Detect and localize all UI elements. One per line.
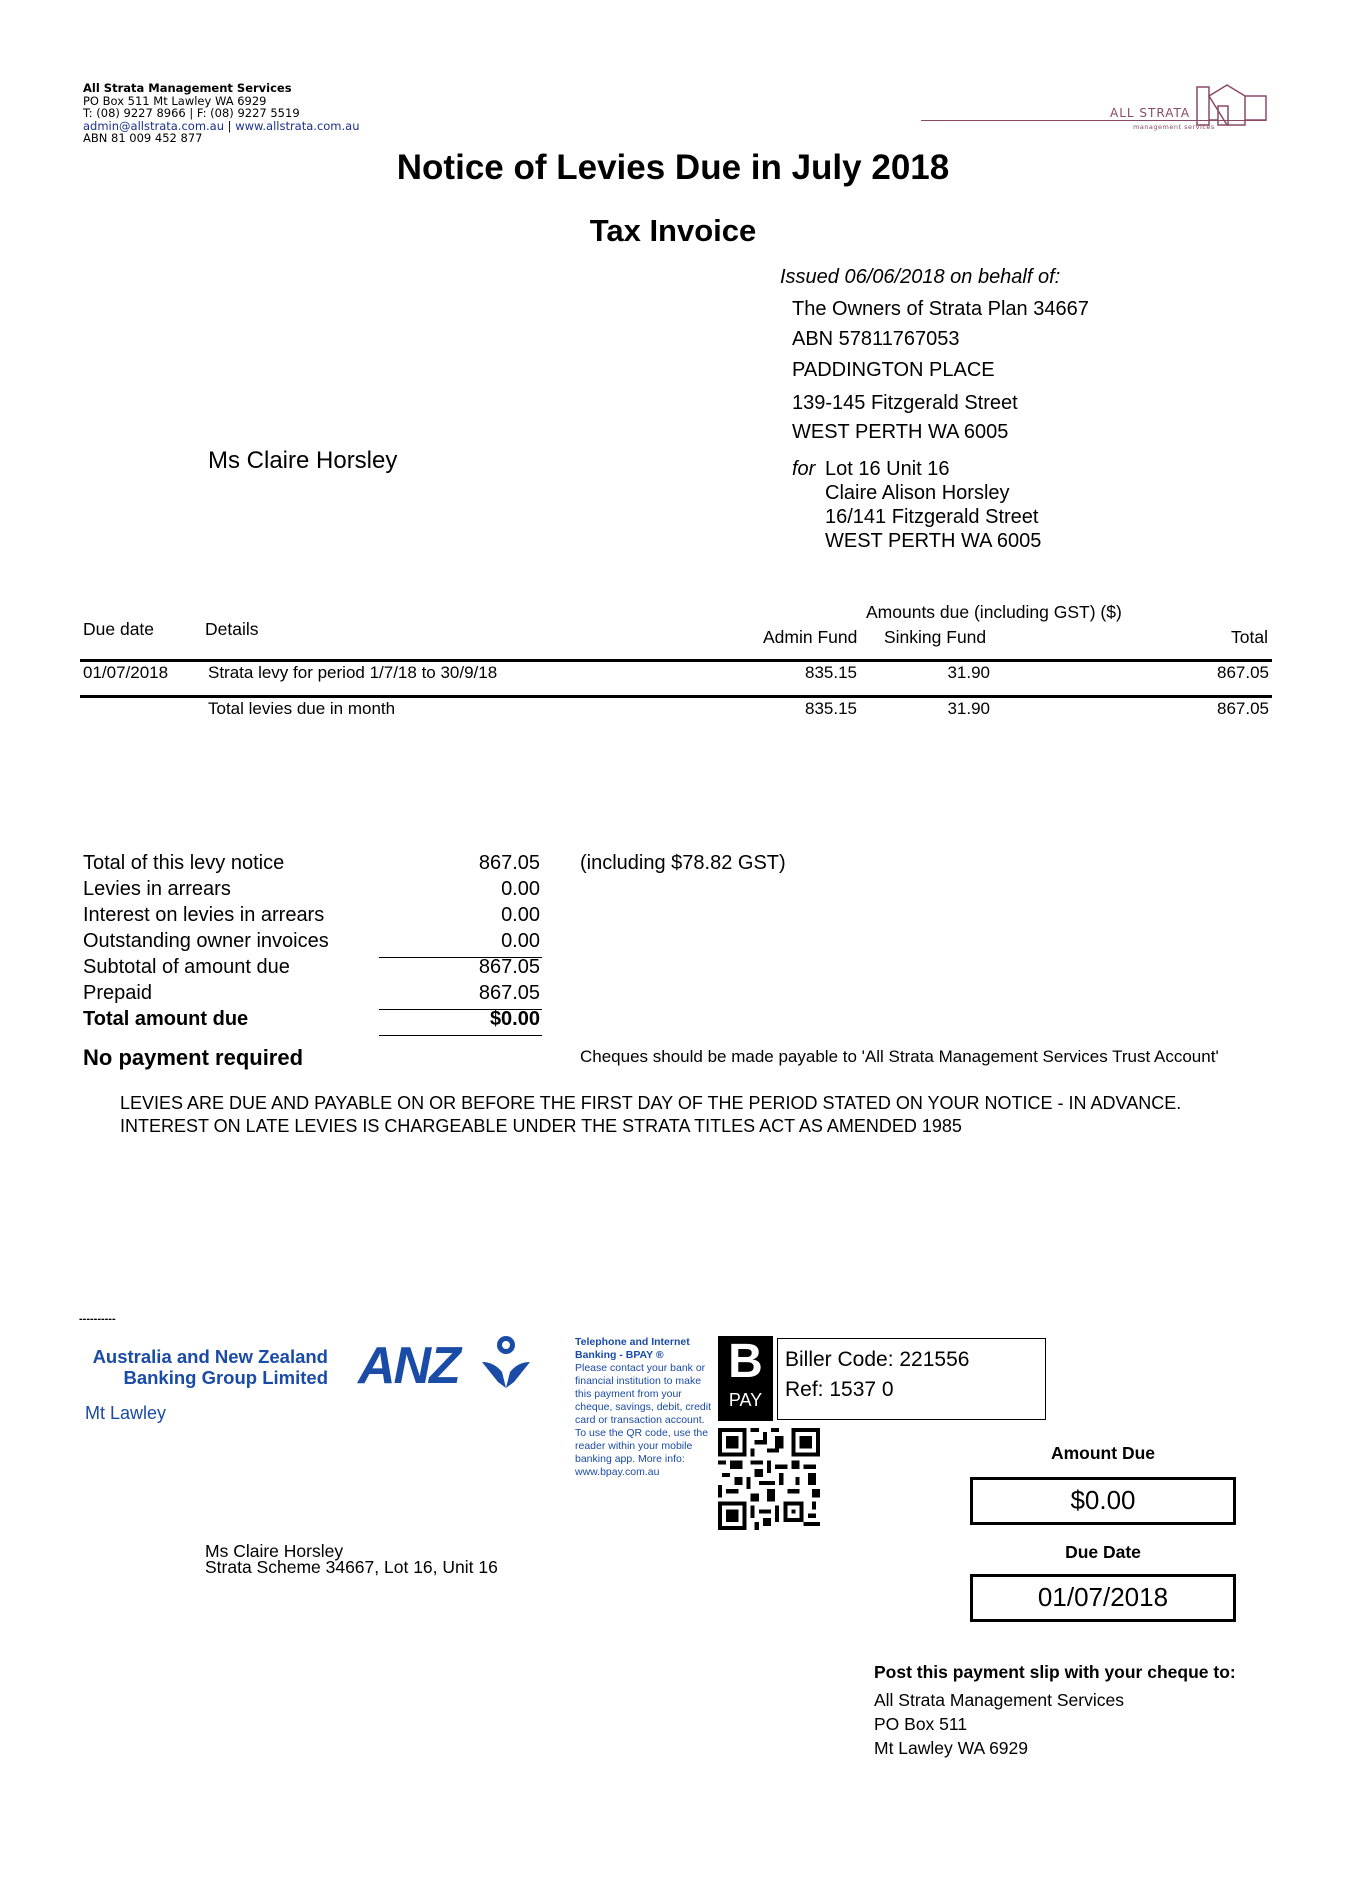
totals-label: Total levies due in month <box>208 699 396 718</box>
post-line-1: All Strata Management Services <box>874 1690 1124 1710</box>
sender-phone-fax: T: (08) 9227 8966 | F: (08) 9227 5519 <box>83 106 300 120</box>
document-subtitle: Tax Invoice <box>589 213 757 248</box>
lot-owner-name: Claire Alison Horsley <box>825 482 1010 504</box>
totals-total: 867.05 <box>1217 699 1269 718</box>
payer-name: Ms Claire Horsley <box>205 1541 344 1561</box>
bpay-qr-code-icon[interactable] <box>718 1428 820 1530</box>
summary-value-prepaid: 867.05 <box>478 982 540 1004</box>
logo-text: ALL STRATA <box>1110 106 1191 120</box>
amounts-group-header: Amounts due (including GST) ($) <box>866 602 1122 622</box>
lot-suburb: WEST PERTH WA 6005 <box>825 530 1042 552</box>
row-details: Strata levy for period 1/7/18 to 30/9/18 <box>208 663 498 682</box>
summary-value-subtotal: 867.05 <box>478 956 540 978</box>
bpay-instructions <box>575 1336 715 1479</box>
summary-value-total-due: $0.00 <box>489 1008 540 1030</box>
header-details: Details <box>205 619 259 639</box>
no-payment-required: No payment required <box>83 1045 304 1070</box>
cut-line: ---------- <box>79 1313 116 1325</box>
bank-branch: Mt Lawley <box>85 1403 167 1423</box>
summary-value-arrears: 0.00 <box>501 878 540 900</box>
summary-label-total-due: Total amount due <box>83 1008 249 1030</box>
sender-abn: ABN 81 009 452 877 <box>83 131 203 145</box>
total-bottom-rule <box>379 1035 542 1036</box>
row-due-date: 01/07/2018 <box>83 663 169 682</box>
owners-building: PADDINGTON PLACE <box>792 359 995 381</box>
totals-admin: 835.15 <box>805 699 857 718</box>
for-label: for <box>792 458 816 480</box>
summary-label-arrears: Levies in arrears <box>83 878 231 900</box>
anz-logo-text: ANZ <box>358 1337 459 1395</box>
post-heading: Post this payment slip with your cheque to: <box>874 1662 1236 1682</box>
table-header-rule <box>80 659 1272 662</box>
sender-website-link[interactable]: www.allstrata.com.au <box>235 118 360 133</box>
biller-code: Biller Code: 221556 <box>785 1348 970 1371</box>
header-total: Total <box>1231 627 1268 647</box>
row-total: 867.05 <box>1217 663 1269 682</box>
lot-street: 16/141 Fitzgerald Street <box>825 506 1039 528</box>
sender-email-link[interactable]: admin@allstrata.com.au <box>83 118 225 133</box>
sender-address: PO Box 511 Mt Lawley WA 6929 <box>83 93 267 108</box>
document-title: Notice of Levies Due in July 2018 <box>396 148 950 187</box>
summary-label-outstanding: Outstanding owner invoices <box>83 930 329 952</box>
biller-ref: Ref: 1537 0 <box>785 1378 894 1401</box>
bpay-logo-b: B <box>728 1335 763 1388</box>
owners-suburb: WEST PERTH WA 6005 <box>792 421 1009 443</box>
totals-sinking: 31.90 <box>947 699 990 718</box>
bank-name-line-1: Australia and New Zealand <box>92 1346 328 1367</box>
amount-due-box: $0.00 <box>970 1477 1236 1525</box>
payer-scheme: Strata Scheme 34667, Lot 16, Unit 16 <box>205 1557 498 1577</box>
table-total-rule <box>80 695 1272 698</box>
row-sinking: 31.90 <box>947 663 990 682</box>
summary-label-prepaid: Prepaid <box>83 982 152 1004</box>
sender-name: All Strata Management Services <box>83 81 292 95</box>
sender-separator: | <box>224 118 236 133</box>
owners-abn: ABN 57811767053 <box>792 328 960 350</box>
bank-name-line-2: Banking Group Limited <box>123 1367 328 1388</box>
post-line-2: PO Box 511 <box>874 1714 968 1734</box>
owners-line-1: The Owners of Strata Plan 34667 <box>792 298 1089 320</box>
lot-unit: Lot 16 Unit 16 <box>825 458 950 480</box>
biller-box <box>777 1338 1046 1420</box>
post-line-3: Mt Lawley WA 6929 <box>874 1738 1029 1758</box>
amount-due-label: Amount Due <box>1050 1443 1156 1463</box>
bpay-logo <box>718 1336 773 1421</box>
recipient-name: Ms Claire Horsley <box>208 447 398 474</box>
header-admin-fund: Admin Fund <box>763 627 858 647</box>
cheques-note: Cheques should be made payable to 'All Strata Management Services Trust Account' <box>580 1047 1219 1066</box>
building-logo-icon <box>1196 82 1268 126</box>
summary-label-subtotal: Subtotal of amount due <box>83 956 290 978</box>
owners-street: 139-145 Fitzgerald Street <box>792 392 1018 414</box>
summary-value-outstanding: 0.00 <box>501 930 540 952</box>
due-date-box: 01/07/2018 <box>970 1574 1236 1622</box>
bpay-heading: Telephone and Internet Banking - BPAY ® <box>575 1336 690 1361</box>
anz-people-icon <box>480 1332 532 1390</box>
summary-value-total-notice: 867.05 <box>478 852 540 874</box>
bpay-body: Please contact your bank or financial institution to make this payment from your cheque, savings, debit, credit card or transaction account. To use the QR code, use the reader within your mobile banking app. More info: www.bpay.com.au <box>575 1362 711 1478</box>
header-sinking-fund: Sinking Fund <box>884 627 987 647</box>
gst-note: (including $78.82 GST) <box>580 852 786 874</box>
summary-value-interest: 0.00 <box>501 904 540 926</box>
summary-label-interest: Interest on levies in arrears <box>83 904 325 926</box>
payer-block <box>205 1543 498 1575</box>
bpay-logo-pay: PAY <box>728 1390 763 1410</box>
summary-label-total-notice: Total of this levy notice <box>83 852 285 874</box>
due-date-label: Due Date <box>1065 1542 1141 1562</box>
levies-notice: LEVIES ARE DUE AND PAYABLE ON OR BEFORE THE FIRST DAY OF THE PERIOD STATED ON YOUR NOTICE - IN ADVANCE. INTEREST ON LATE LEVIES IS CHARGEABLE UNDER THE STRATA TITLES ACT AS AMENDED 1985 <box>120 1093 1182 1136</box>
logo-subtext: management services <box>1133 123 1215 131</box>
row-admin: 835.15 <box>805 663 857 682</box>
sender-block <box>83 82 360 145</box>
header-due-date: Due date <box>83 619 155 639</box>
issued-line: Issued 06/06/2018 on behalf of: <box>780 266 1061 288</box>
